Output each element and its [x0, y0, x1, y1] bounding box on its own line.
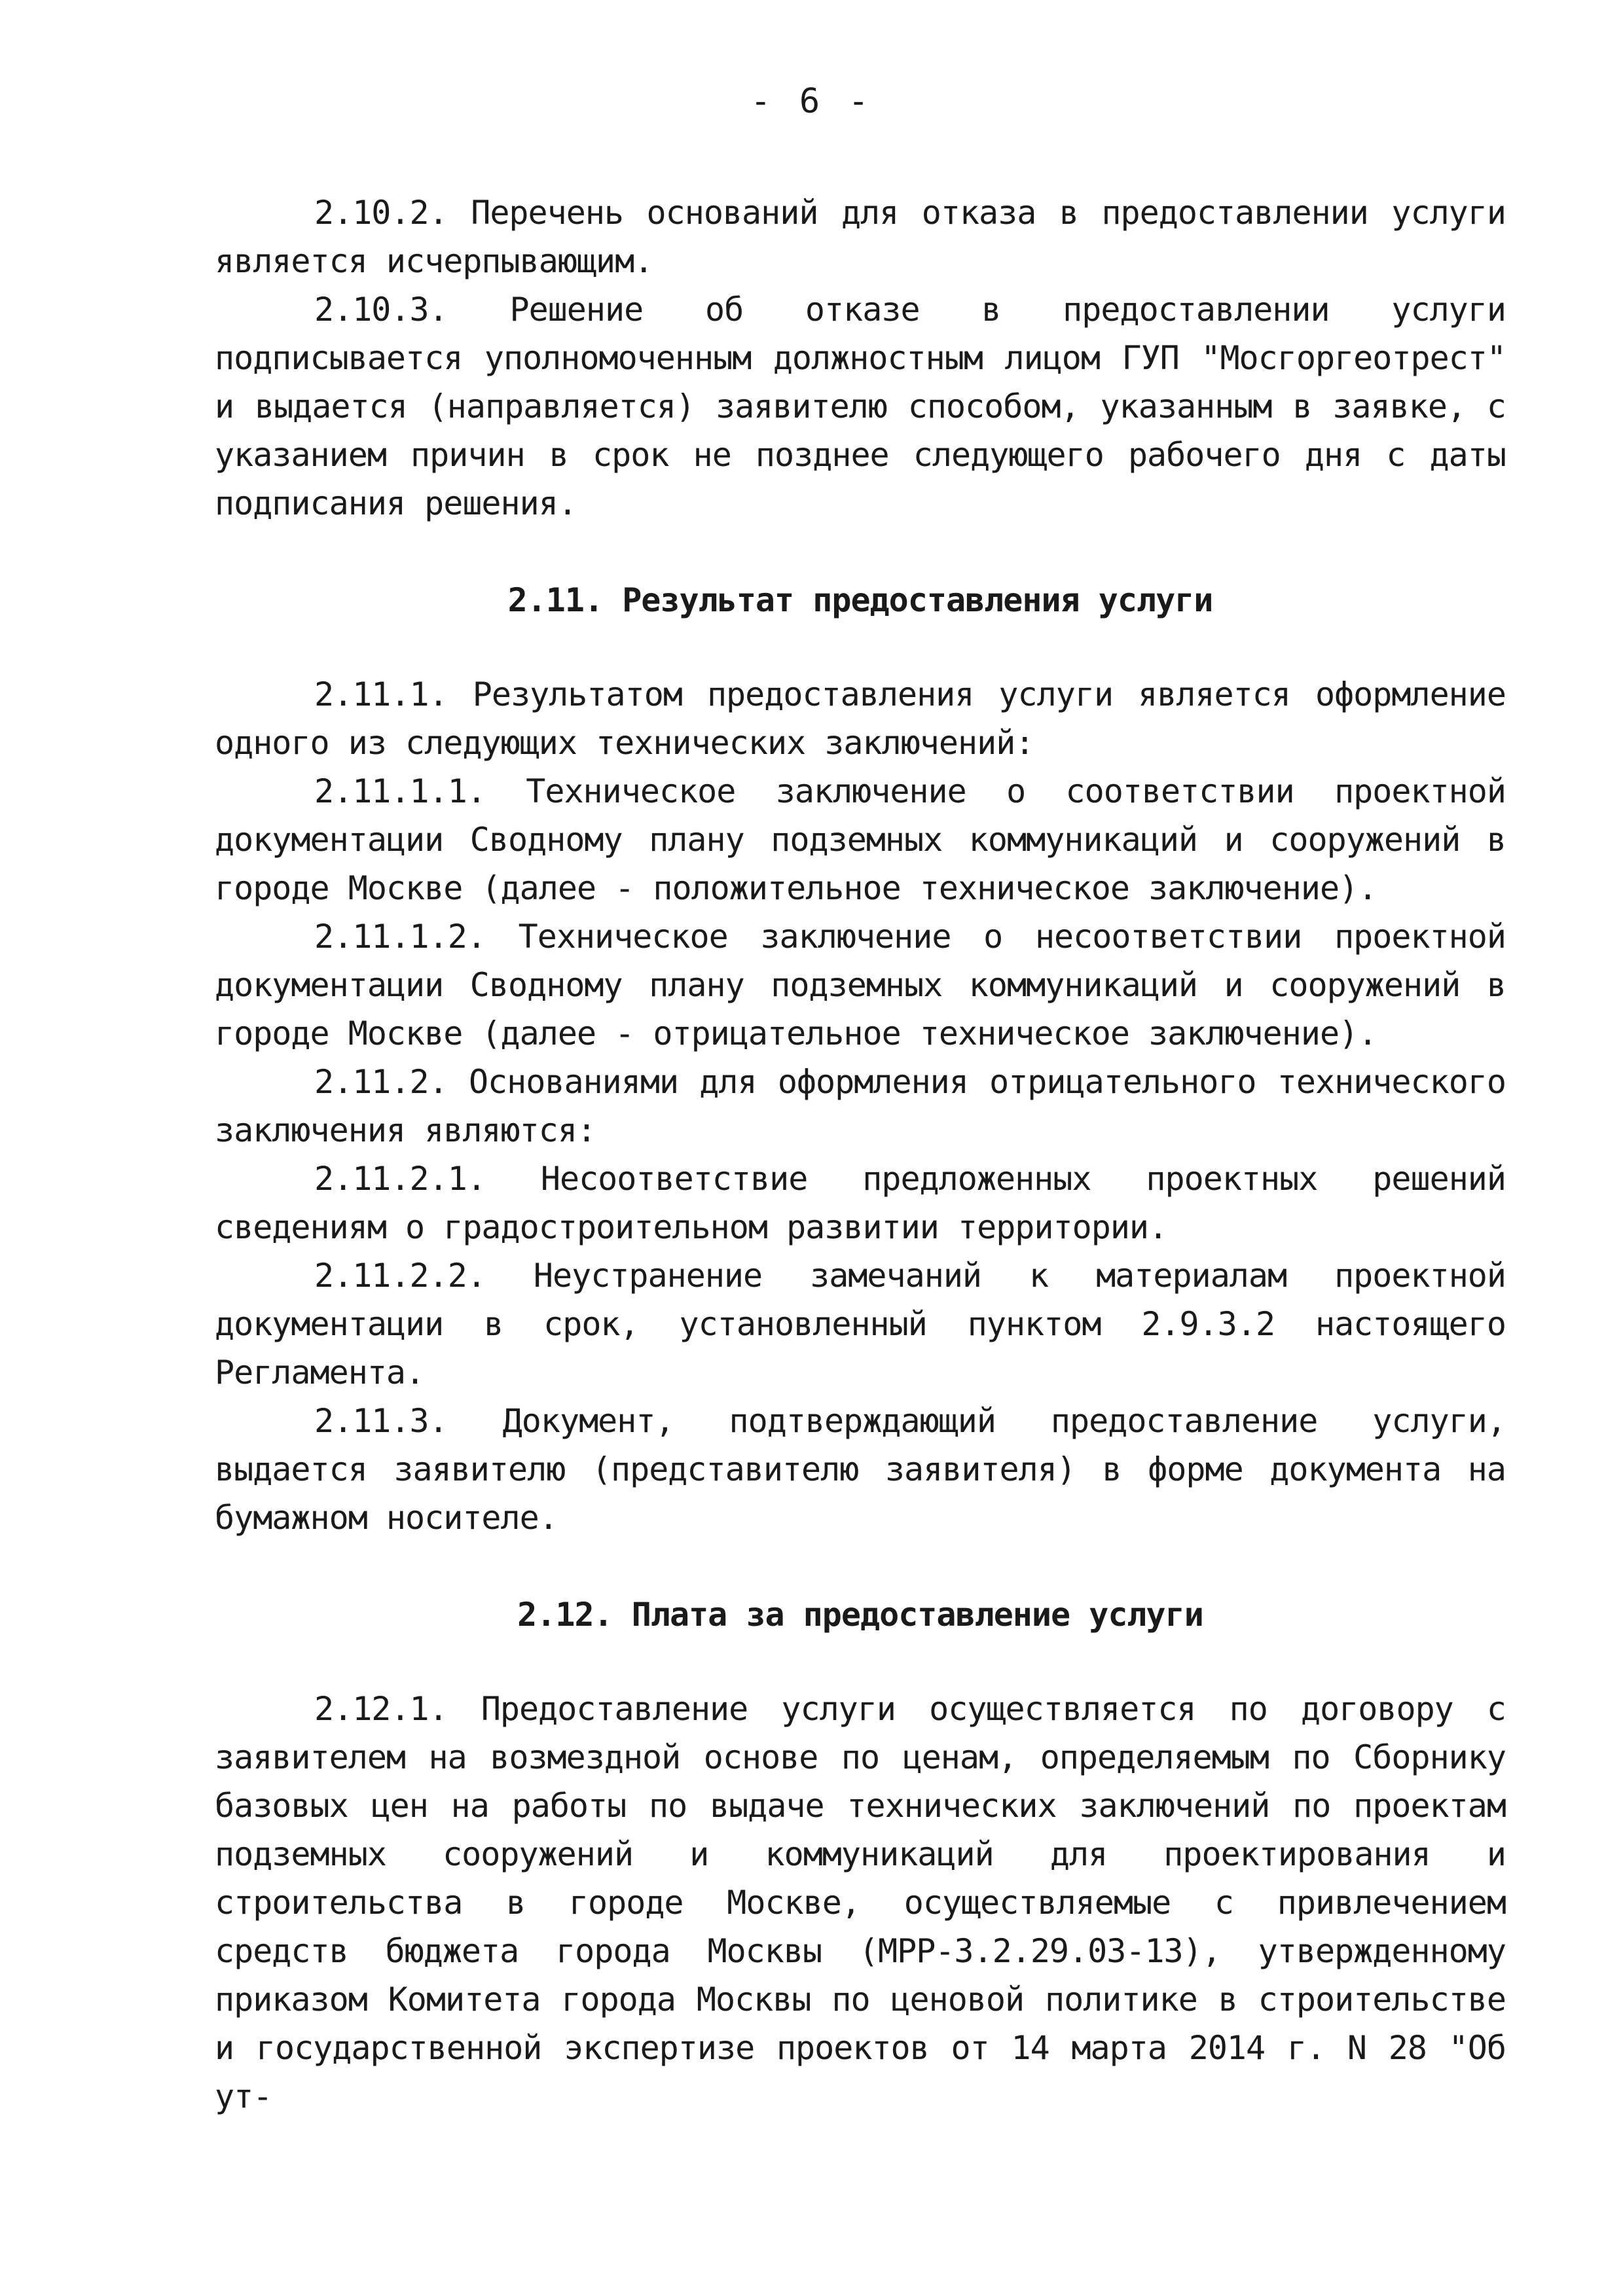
- paragraph-2-11-1-2: 2.11.1.2. Техническое заключение о несоответствии проектной документации Сводному плану подземных коммуникаций и сооружений в городе Москве (далее - отрицательное техническое заключение).: [215, 918, 1506, 1052]
- paragraph-2-11-3: 2.11.3. Документ, подтверждающий предоставление услуги, выдается заявителю (представителю заявителя) в форме документа на бумажном носителе.: [215, 1402, 1506, 1537]
- paragraph-2-11-2-1: 2.11.2.1. Несоответствие предложенных проектных решений сведениям о градостроительном развитии территории.: [215, 1160, 1506, 1246]
- paragraph-2-11-1: 2.11.1. Результатом предоставления услуги является оформление одного из следующих технических заключений:: [215, 675, 1506, 762]
- section-heading-2-12: 2.12. Плата за предоставление услуги: [517, 1596, 1203, 1634]
- paragraph-2-10-3: 2.10.3. Решение об отказе в предоставлении услуги подписывается уполномоченным должностным лицом ГУП "Мосгоргеотрест" и выдается (направляется) заявителю способом, указанным в заявке, с указанием причин в срок не позднее следующего рабочего дня с даты подписания решения.: [215, 291, 1506, 522]
- page-number: - 6 -: [750, 82, 873, 121]
- section-heading-2-11: 2.11. Результат предоставления услуги: [507, 581, 1213, 619]
- paragraph-2-12-1: 2.12.1. Предоставление услуги осуществляется по договору с заявителем на возмездной основе по ценам, определяемым по Сборнику базовых цен на работы по выдаче технических заключений по проектам подземных сооружений и коммуникаций для проектирования и строительства в городе Москве, осуществляемые с привлечением средств бюджета города Москвы (МРР-3.2.29.03-13), утвержденному приказом Комитета города Москвы по ценовой политике в строительстве и государственной экспертизе проектов от 14 марта 2014 г. N 28 "Об ут-: [215, 1690, 1506, 2115]
- paragraph-2-11-2-2: 2.11.2.2. Неустранение замечаний к материалам проектной документации в срок, установленный пунктом 2.9.3.2 настоящего Регламента.: [215, 1257, 1506, 1391]
- paragraph-2-11-1-1: 2.11.1.1. Техническое заключение о соответствии проектной документации Сводному плану подземных коммуникаций и сооружений в городе Москве (далее - положительное техническое заключение).: [215, 772, 1506, 907]
- spacer: [215, 624, 1506, 670]
- spacer: [215, 528, 1506, 576]
- spacer: [215, 1542, 1506, 1590]
- paragraph-2-11-2: 2.11.2. Основаниями для оформления отрицательного технического заключения являются:: [215, 1063, 1506, 1149]
- spacer: [215, 1639, 1506, 1685]
- document-body: [215, 188, 1506, 2121]
- paragraph-2-10-2: 2.10.2. Перечень оснований для отказа в предоставлении услуги является исчерпывающим.: [215, 194, 1506, 280]
